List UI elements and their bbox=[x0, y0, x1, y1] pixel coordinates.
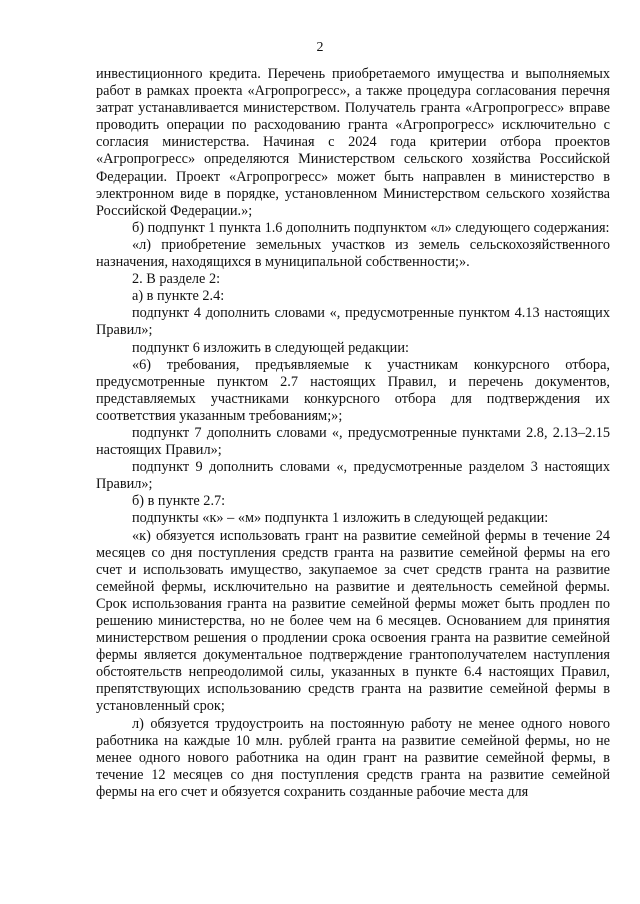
paragraph-subitem-4: подпункт 4 дополнить словами «, предусмотренные пунктом 4.13 настоящих Правил»; bbox=[96, 305, 610, 339]
paragraph-item-2-4: а) в пункте 2.4: bbox=[132, 288, 225, 305]
document-body bbox=[96, 66, 610, 801]
paragraph-subitem-b-1-6: б) подпункт 1 пункта 1.6 дополнить подпунктом «л» следующего содержания: bbox=[132, 219, 610, 236]
paragraph-subitem-7: подпункт 7 дополнить словами «, предусмотренные пунктами 2.8, 2.13–2.15 настоящих Правил»; bbox=[96, 424, 610, 459]
paragraph-subitem-9: подпункт 9 дополнить словами «, предусмотренные разделом 3 настоящих Правил»; bbox=[96, 459, 610, 493]
paragraph-quote-l: л) обязуется трудоустроить на постоянную работу не менее одного нового работника на каждые 10 млн. рублей гранта на развитие семейной фермы, но не менее одного нового работника на один грант на развитие семейной фермы, в течение 12 месяцев со дня поступления средств гранта на развитие семейной фермы на его счет и обязуется сохранить созданные рабочие места для bbox=[96, 715, 610, 800]
paragraph-quote-k: «к) обязуется использовать грант на развитие семейной фермы в течение 24 месяцев со дня поступления средств гранта на развитие семейной фермы на его счет и использовать имущество, закупаемое за счет средств гранта на развитие семейной фермы, исключительно на развитие и деятельность семейной фермы. Срок использования гранта на развитие семейной фермы может быть продлен по решению министерства, но не более чем на 6 месяцев. Основанием для принятия министерством решения о продлении срока освоения гранта на развитие семейной фермы является документальное подтверждение грантополучателем наступления обстоятельств непреодолимой силы, указанных в пункте 6.4 настоящих Правил, препятствующих использованию средств гранта на развитие семейной фермы в установленный срок; bbox=[96, 527, 610, 715]
paragraph-section-2: 2. В разделе 2: bbox=[132, 271, 221, 288]
paragraph-subitem-6: подпункт 6 изложить в следующей редакции: bbox=[132, 339, 409, 356]
paragraph-item-2-7: б) в пункте 2.7: bbox=[132, 493, 226, 510]
paragraph-continuation: инвестиционного кредита. Перечень приобретаемого имущества и выполняемых работ в рамках проекта «Агропрогресс», а также процедура согласования перечня затрат устанавливается министерством. Получатель гранта «Агропрогресс» вправе проводить операции по расходованию гранта «Агропрогресс» исключительно с согласия министерства. Начиная с 2024 года критерии отбора проектов «Агропрогресс» определяются Министерством сельского хозяйства Российской Федерации. Проект «Агропрогресс» может быть направлен в министерство в электронном виде в порядке, установленном Министерством сельского хозяйства Российской Федерации.»; bbox=[96, 66, 610, 219]
page-number: 2 bbox=[316, 40, 324, 55]
paragraph-quote-6: «6) требования, предъявляемые к участникам конкурсного отбора, предусмотренные пунктом 2.7 настоящих Правил, и перечень документов, представляемых участниками конкурсного отбора для подтверждения их соответствия указанным требованиям;»; bbox=[96, 356, 610, 424]
paragraph-subitems-k-m: подпункты «к» – «м» подпункта 1 изложить в следующей редакции: bbox=[132, 510, 549, 527]
paragraph-quote-l-land: «л) приобретение земельных участков из земель сельскохозяйственного назначения, находящихся в муниципальной собственности;». bbox=[96, 236, 610, 271]
